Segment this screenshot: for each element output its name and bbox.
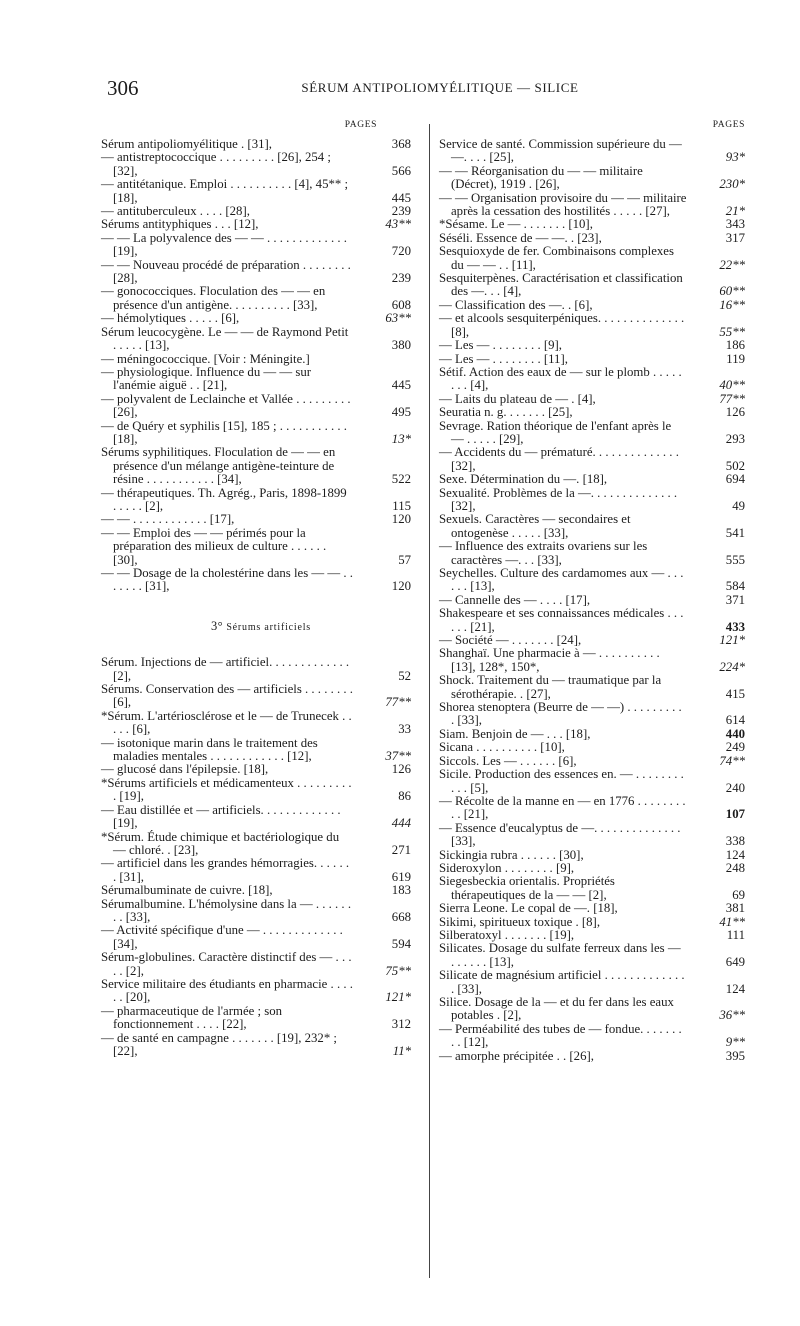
- entry-page: 74**: [719, 753, 745, 768]
- entry-page: 440: [725, 726, 745, 741]
- entry-page: 41**: [719, 914, 745, 929]
- entry-text: Sérums syphilitiques. Floculation de — — en présence d'un mélange antigène-teinture de résine . . . . . . . . . . . [34],: [101, 445, 336, 487]
- index-entry: [101, 366, 421, 393]
- left-column: [101, 120, 421, 1270]
- entry-page: 343: [725, 217, 745, 232]
- entry-page: 60**: [719, 284, 745, 299]
- index-entry: [101, 487, 421, 514]
- entry-text: — Perméabilité des tubes de — fondue. . . . . . . . . [12],: [439, 1021, 682, 1050]
- index-entry: [101, 259, 421, 286]
- index-entry: [439, 594, 745, 607]
- entry-text: Sexuels. Caractères — secondaires et ontogenèse . . . . . [33],: [439, 512, 631, 540]
- index-entry: [101, 232, 421, 259]
- entry-text: — Cannelle des — . . . . [17],: [439, 592, 591, 607]
- index-entry: [439, 875, 745, 902]
- entry-page: 43**: [385, 217, 411, 232]
- entry-page: 75**: [385, 963, 411, 978]
- entry-page: 11*: [392, 1044, 411, 1058]
- index-entry: [439, 902, 745, 915]
- entry-page: 415: [725, 686, 745, 701]
- column-divider: [429, 124, 430, 1278]
- entry-page: 248: [725, 860, 745, 875]
- entry-text: — Accidents du — prématuré. . . . . . . . . . . . . . [32],: [439, 445, 679, 473]
- entry-text: Sikimi, spiritueux toxique . [8],: [439, 914, 601, 929]
- entry-text: Seychelles. Culture des cardamomes aux — . . . . . . [13],: [439, 566, 684, 594]
- entry-text: *Sésame. Le — . . . . . . . [10],: [439, 217, 593, 232]
- left-entries: [101, 138, 421, 1058]
- entry-page: 121*: [719, 633, 745, 648]
- entry-page: 338: [725, 834, 745, 849]
- index-entry: [439, 353, 745, 366]
- index-entry: [439, 232, 745, 245]
- entry-text: Sérum. Injections de — artificiel. . . . . . . . . . . . . [2],: [101, 655, 350, 683]
- entry-page: 230*: [719, 177, 745, 192]
- entry-page: 9**: [725, 1035, 745, 1050]
- entry-page: 107: [725, 807, 745, 822]
- entry-text: *Sérum. Étude chimique et bactériologique du — chloré. . [23],: [101, 829, 340, 857]
- index-entry: [439, 299, 745, 312]
- entry-text: — artificiel dans les grandes hémorragies. . . . . . . [31],: [101, 856, 350, 884]
- entry-page: 445: [391, 378, 411, 393]
- index-entry: [439, 393, 745, 406]
- entry-text: Siccols. Les — . . . . . . [6],: [439, 753, 577, 768]
- entry-text: Silicates. Dosage du sulfate ferreux dans les — . . . . . . [13],: [439, 941, 681, 969]
- entry-text: — — Nouveau procédé de préparation . . . . . . . . [28],: [101, 257, 351, 286]
- entry-page: 395: [725, 1048, 745, 1063]
- section-heading: [101, 620, 421, 634]
- entry-page: 186: [725, 338, 745, 353]
- section-number: 3°: [211, 618, 223, 633]
- entry-page: 37**: [385, 749, 411, 764]
- index-entry: [439, 487, 745, 514]
- entry-page: 16**: [719, 297, 745, 312]
- index-entry: [101, 924, 421, 951]
- entry-page: 249: [725, 740, 745, 755]
- entry-page: 111: [726, 927, 745, 942]
- entry-text: Sérums antityphiques . . . [12],: [101, 217, 259, 232]
- index-entry: [439, 192, 745, 219]
- index-entry: [439, 795, 745, 822]
- entry-page: 21*: [725, 204, 745, 219]
- entry-text: Service militaire des étudiants en pharmacie . . . . . . [20],: [101, 976, 353, 1005]
- entry-text: Seuratia n. g. . . . . . . [25],: [439, 405, 573, 420]
- index-entry: [101, 567, 421, 594]
- index-entry: [101, 527, 421, 567]
- running-head: SÉRUM ANTIPOLIOMYÉLITIQUE — SILICE: [301, 80, 579, 95]
- index-entry: [101, 884, 421, 897]
- index-entry: [101, 326, 421, 353]
- index-entry: [101, 978, 421, 1005]
- entry-text: — de santé en campagne . . . . . . . [19], 232* ; [22],: [101, 1030, 337, 1058]
- index-entry: [439, 634, 745, 647]
- index-entry: [439, 996, 745, 1023]
- index-entry: [439, 446, 745, 473]
- index-entry: [439, 916, 745, 929]
- entry-text: — — Emploi des — — périmés pour la préparation des milieux de culture . . . . . . [30],: [101, 525, 327, 567]
- pages-label: PAGES: [344, 120, 377, 130]
- entry-text: — antitétanique. Emploi . . . . . . . . . . [4], 45** ; [18],: [101, 177, 349, 205]
- index-entry: [101, 804, 421, 831]
- entry-page: 22**: [719, 257, 745, 272]
- index-entry: [439, 942, 745, 969]
- index-entry: [101, 513, 421, 526]
- entry-text: Shorea stenoptera (Beurre de — —) . . . . . . . . . . [33],: [439, 700, 682, 728]
- entry-page: 445: [391, 190, 411, 205]
- entry-text: — Activité spécifique d'une — . . . . . . . . . . . . . [34],: [101, 923, 343, 951]
- index-entry: [439, 647, 745, 674]
- entry-text: Sickingia rubra . . . . . . [30],: [439, 847, 584, 862]
- entry-page: 224*: [719, 659, 745, 674]
- entry-page: 522: [391, 472, 411, 487]
- index-entry: [439, 701, 745, 728]
- entry-page: 444: [391, 816, 411, 831]
- entry-text: Shanghaï. Une pharmacie à — . . . . . . . . . . [13], 128*, 150*,: [439, 646, 660, 674]
- index-entry: [101, 393, 421, 420]
- entry-text: — physiologique. Influence du — — sur l'anémie aiguë . . [21],: [101, 364, 312, 393]
- entry-page: 239: [391, 271, 411, 286]
- index-entry: [439, 473, 745, 486]
- entry-page: 40**: [719, 378, 745, 393]
- entry-text: — glucosé dans l'épilepsie. [18],: [101, 762, 269, 777]
- index-entry: [101, 656, 421, 683]
- entry-text: — antituberculeux . . . . [28],: [101, 204, 250, 219]
- entry-text: Sexe. Détermination du —. [18],: [439, 472, 608, 487]
- pages-label: PAGES: [712, 120, 745, 130]
- entry-text: Sérum-globulines. Caractère distinctif des — . . . . . [2],: [101, 950, 352, 978]
- entry-text: *Sérums artificiels et médicamenteux . . . . . . . . . . [19],: [101, 775, 352, 804]
- entry-page: 720: [391, 244, 411, 259]
- index-entry: [439, 728, 745, 741]
- entry-page: 649: [725, 954, 745, 969]
- index-entry: [101, 285, 421, 312]
- entry-text: Sevrage. Ration théorique de l'enfant après le — . . . . . [29],: [439, 418, 672, 446]
- entry-page: 121*: [385, 990, 411, 1005]
- entry-page: 594: [391, 936, 411, 951]
- index-entry: [439, 862, 745, 875]
- entry-text: — et alcools sesquiterpéniques. . . . . . . . . . . . . . [8],: [439, 311, 685, 339]
- entry-text: Sérumalbuminate de cuivre. [18],: [101, 883, 273, 898]
- entry-text: — Essence d'eucalyptus de —. . . . . . . . . . . . . . [33],: [439, 820, 681, 849]
- entry-page: 608: [391, 297, 411, 312]
- entry-page: 271: [391, 842, 411, 857]
- entry-page: 433: [725, 619, 745, 634]
- entry-page: 52: [398, 668, 411, 683]
- entry-text: — — Réorganisation du — — militaire (Décret), 1919 . [26],: [439, 163, 643, 192]
- entry-text: Sétif. Action des eaux de — sur le plomb . . . . . . . . [4],: [439, 364, 682, 393]
- entry-page: 371: [725, 592, 745, 607]
- entry-text: Sicana . . . . . . . . . . [10],: [439, 740, 565, 755]
- entry-text: — — Dosage de la cholestérine dans les — — . . . . . . . [31],: [101, 566, 353, 594]
- index-entry: [439, 567, 745, 594]
- entry-page: 368: [391, 137, 411, 151]
- index-entry: [439, 245, 745, 272]
- entry-text: Sérums. Conservation des — artificiels . . . . . . . . [6],: [101, 682, 353, 710]
- entry-text: Service de santé. Commission supérieure du — —. . . . [25],: [439, 137, 682, 165]
- index-entry: [101, 205, 421, 218]
- index-entry: [439, 513, 745, 540]
- index-entry: [439, 540, 745, 567]
- entry-text: — Les — . . . . . . . . [11],: [439, 351, 568, 366]
- entry-text: — isotonique marin dans le traitement des maladies mentales . . . . . . . . . . . . [12],: [101, 735, 318, 764]
- index-entry: [101, 737, 421, 764]
- index-entry: [101, 898, 421, 925]
- index-entry: [101, 1005, 421, 1032]
- index-entry: [101, 683, 421, 710]
- entry-page: 120: [391, 579, 411, 594]
- entry-text: — hémolytiques . . . . . [6],: [101, 311, 240, 326]
- entry-page: 239: [391, 204, 411, 219]
- entry-text: — — La polyvalence des — — . . . . . . . . . . . . . [19],: [101, 230, 347, 259]
- index-entry: [101, 777, 421, 804]
- index-entry: [439, 849, 745, 862]
- section-title: Sérums artificiels: [226, 621, 311, 633]
- index-entry: [439, 822, 745, 849]
- entry-page: 380: [391, 338, 411, 353]
- entry-page: 36**: [719, 1008, 745, 1023]
- index-entry: [439, 138, 745, 165]
- entry-text: Sierra Leone. Le copal de —. [18],: [439, 901, 618, 916]
- index-entry: [101, 857, 421, 884]
- index-entry: [101, 446, 421, 486]
- index-entry: [439, 366, 745, 393]
- entry-text: Sesquioxyde de fer. Combinaisons complexes du — — . . [11],: [439, 244, 674, 272]
- entry-text: — méningococcique. [Voir : Méningite.]: [101, 351, 310, 366]
- entry-page: 115: [392, 498, 411, 513]
- index-entry: [439, 218, 745, 231]
- index-entry: [439, 339, 745, 352]
- right-column: [439, 120, 745, 1270]
- index-entry: [439, 755, 745, 768]
- entry-text: — Laits du plateau de — . [4],: [439, 391, 596, 406]
- entry-text: — Société — . . . . . . . [24],: [439, 633, 582, 648]
- entry-page: 49: [732, 498, 745, 513]
- entry-page: 57: [398, 552, 411, 567]
- entry-text: — Récolte de la manne en — en 1776 . . . . . . . . . . [21],: [439, 793, 686, 822]
- entry-page: 33: [398, 722, 411, 737]
- index-entry: [101, 420, 421, 447]
- entry-text: — polyvalent de Leclainche et Vallée . . . . . . . . . [26],: [101, 391, 351, 420]
- index-entry: [439, 420, 745, 447]
- index-entry: [101, 138, 421, 151]
- index-entry: [101, 178, 421, 205]
- entry-page: 381: [725, 901, 745, 916]
- entry-page: 77**: [719, 391, 745, 406]
- entry-text: Sérum antipoliomyélitique . [31],: [101, 137, 272, 151]
- entry-page: 502: [725, 458, 745, 473]
- index-entry: [101, 710, 421, 737]
- entry-text: Sexualité. Problèmes de la —. . . . . . . . . . . . . . [32],: [439, 485, 678, 513]
- entry-text: — gonococciques. Floculation des — — en présence d'un antigène. . . . . . . . . . [33],: [101, 284, 326, 312]
- index-entry: [439, 929, 745, 942]
- entry-page: 668: [391, 909, 411, 924]
- entry-page: 619: [391, 869, 411, 884]
- entry-page: 183: [391, 883, 411, 898]
- index-entry: [101, 312, 421, 325]
- entry-page: 312: [391, 1017, 411, 1032]
- entry-text: — Classification des —. . [6],: [439, 297, 593, 312]
- right-entries: [439, 138, 745, 1063]
- entry-page: 13*: [391, 431, 411, 446]
- entry-page: 86: [398, 789, 411, 804]
- entry-text: — — . . . . . . . . . . . . [17],: [101, 512, 235, 527]
- index-entry: [439, 272, 745, 299]
- entry-text: Silberatoxyl . . . . . . . [19],: [439, 927, 575, 942]
- index-entry: [439, 674, 745, 701]
- index-entry: [439, 768, 745, 795]
- entry-page: 495: [391, 405, 411, 420]
- entry-page: 566: [391, 163, 411, 178]
- entry-page: 541: [725, 525, 745, 540]
- entry-text: Shakespeare et ses connaissances médicales . . . . . . [21],: [439, 606, 684, 634]
- index-entry: [439, 165, 745, 192]
- entry-text: Séséli. Essence de — —. . [23],: [439, 230, 602, 245]
- index-entry: [439, 1050, 745, 1063]
- entry-text: Shock. Traitement du — traumatique par la sérothérapie. . [27],: [439, 673, 662, 701]
- entry-text: — antistreptococcique . . . . . . . . . [26], 254 ; [32],: [101, 150, 331, 178]
- entry-page: 55**: [719, 324, 745, 339]
- entry-text: Sérumalbumine. L'hémolysine dans la — . . . . . . . . [33],: [101, 896, 352, 924]
- entry-text: Sicile. Production des essences en. — . . . . . . . . . . . [5],: [439, 767, 684, 795]
- index-entry: [439, 741, 745, 754]
- index-entry: [101, 353, 421, 366]
- entry-page: 584: [725, 579, 745, 594]
- index-entry: [101, 763, 421, 776]
- entry-text: Silice. Dosage de la — et du fer dans les eaux potables . [2],: [439, 995, 674, 1023]
- index-entry: [101, 218, 421, 231]
- entry-page: 694: [725, 472, 745, 487]
- entry-text: — de Quéry et syphilis [15], 185 ; . . . . . . . . . . . [18],: [101, 418, 347, 446]
- entry-page: 126: [391, 762, 411, 777]
- index-entry: [101, 951, 421, 978]
- entry-page: 240: [725, 780, 745, 795]
- entry-page: 124: [725, 981, 745, 996]
- entry-page: 293: [725, 431, 745, 446]
- index-entry: [439, 312, 745, 339]
- entry-text: — Les — . . . . . . . . [9],: [439, 338, 562, 353]
- index-entry: [101, 151, 421, 178]
- entry-page: 93*: [725, 150, 745, 165]
- entry-text: — — Organisation provisoire du — — militaire après la cessation des hostilités . . . . . [27],: [439, 190, 687, 219]
- entry-page: 119: [726, 351, 745, 366]
- index-entry: [439, 607, 745, 634]
- entry-page: 77**: [385, 695, 411, 710]
- entry-text: — thérapeutiques. Th. Agrég., Paris, 1898-1899 . . . . . [2],: [101, 485, 347, 513]
- entry-page: 614: [725, 713, 745, 728]
- entry-page: 555: [725, 552, 745, 567]
- entry-text: — Eau distillée et — artificiels. . . . . . . . . . . . . [19],: [101, 802, 341, 831]
- index-entry: [439, 1023, 745, 1050]
- entry-text: *Sérum. L'artériosclérose et le — de Trunecek . . . . . [6],: [101, 708, 352, 737]
- entry-page: 69: [732, 887, 745, 902]
- entry-text: Sérum leucocygène. Le — — de Raymond Petit . . . . . [13],: [101, 324, 349, 353]
- entry-text: Sesquiterpènes. Caractérisation et classification des —. . . [4],: [439, 271, 683, 299]
- entry-text: — pharmaceutique de l'armée ; son fonctionnement . . . . [22],: [101, 1003, 283, 1032]
- entry-text: Siam. Benjoin de — . . . [18],: [439, 726, 591, 741]
- index-entry: [439, 406, 745, 419]
- entry-text: — Influence des extraits ovariens sur les caractères —. . . [33],: [439, 539, 648, 567]
- entry-page: 126: [725, 405, 745, 420]
- entry-text: Siegesbeckia orientalis. Propriétés thérapeutiques de la — — [2],: [439, 874, 615, 902]
- page-number: 306: [107, 76, 139, 100]
- entry-page: 124: [725, 847, 745, 862]
- index-entry: [101, 831, 421, 858]
- entry-text: Sideroxylon . . . . . . . . [9],: [439, 860, 575, 875]
- entry-page: 317: [725, 230, 745, 245]
- entry-page: 63**: [385, 311, 411, 326]
- entry-text: Silicate de magnésium artificiel . . . . . . . . . . . . . . [33],: [439, 968, 685, 996]
- entry-page: 120: [391, 512, 411, 527]
- entry-text: — amorphe précipitée . . [26],: [439, 1048, 594, 1063]
- index-entry: [101, 1032, 421, 1059]
- index-entry: [439, 969, 745, 996]
